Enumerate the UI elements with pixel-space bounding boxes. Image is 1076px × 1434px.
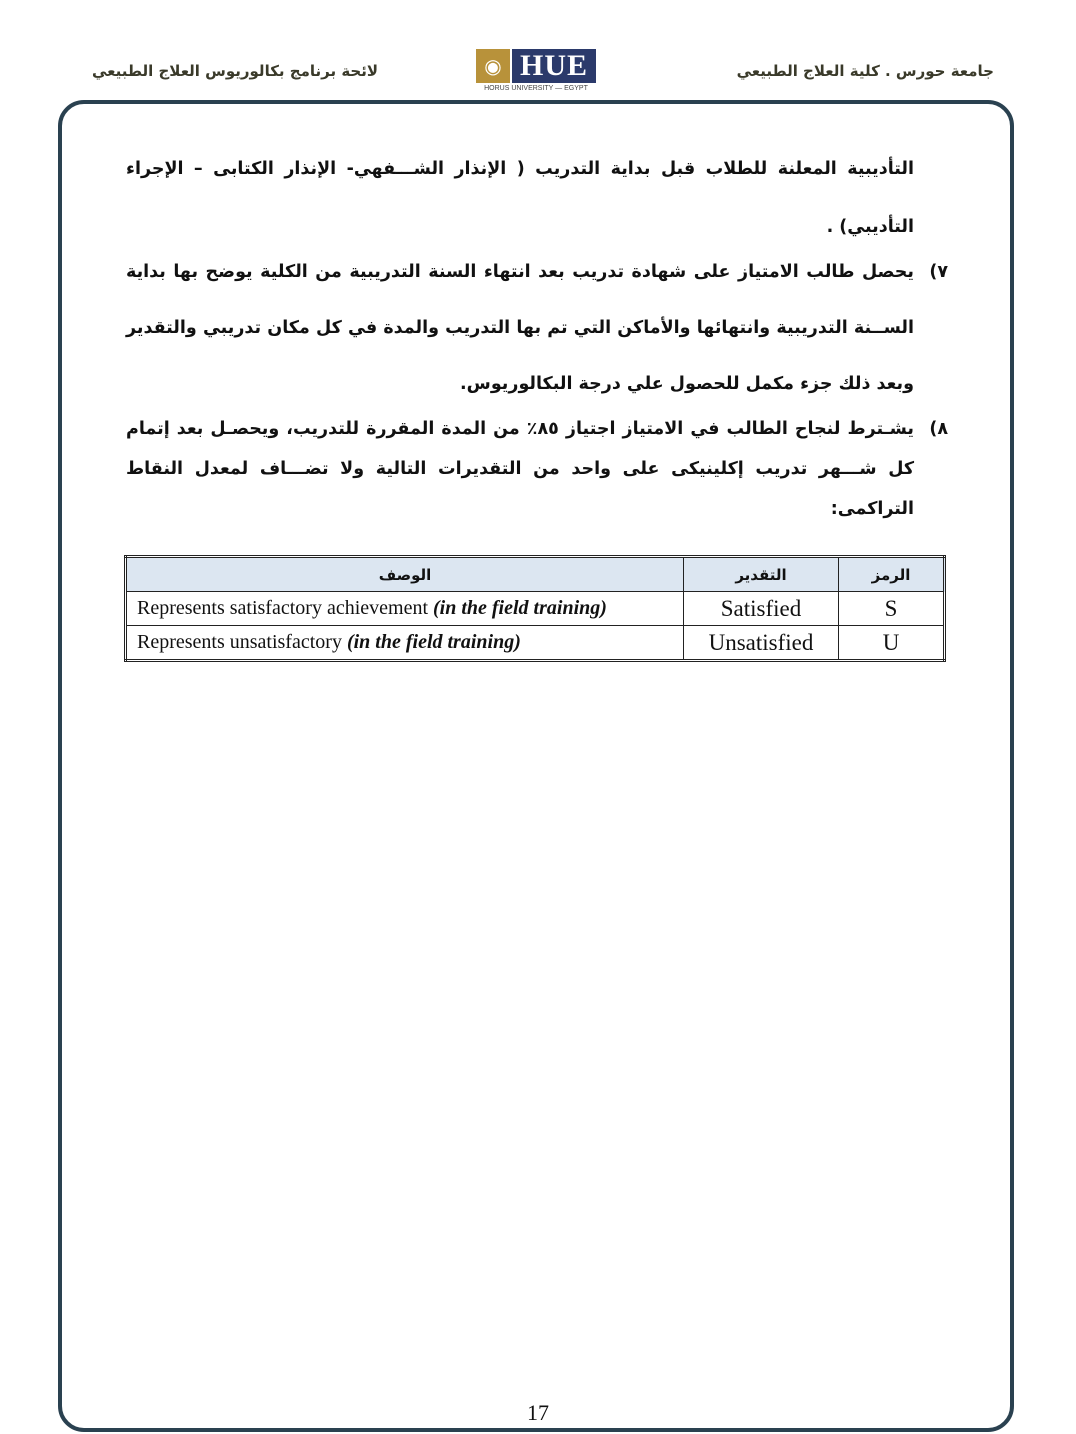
table-row bbox=[126, 592, 945, 626]
logo-text: HUE bbox=[512, 49, 596, 83]
row-symbol: U bbox=[839, 626, 945, 661]
row-symbol: S bbox=[839, 592, 945, 626]
page-number: 17 bbox=[527, 1400, 549, 1425]
table-header-row bbox=[126, 557, 945, 592]
row-grade: Satisfied bbox=[684, 592, 839, 626]
header-description: الوصف bbox=[126, 557, 684, 592]
description-text: Represents satisfactory achievement bbox=[137, 597, 428, 619]
description-text: Represents unsatisfactory bbox=[137, 631, 342, 653]
item-7-number: ٧) bbox=[929, 262, 948, 282]
description-qualifier: (in the field training) bbox=[346, 631, 521, 653]
university-logo bbox=[476, 49, 596, 95]
item-8-number: ٨) bbox=[929, 419, 948, 439]
item-8-paragraph: يشـترط لنجاح الطالب في الامتياز اجتياز ٨٥٪ من المدة المقررة للتدريب، ويحصـل بعد إتمام كل شـــهر تدريب إكلينيكى على واحد من التقديرات التالية ولا تضـــاف لمعدل النقاط التراكمى: bbox=[126, 419, 915, 519]
eye-of-horus-icon: ◉ bbox=[476, 49, 510, 83]
logo-subtext: HORUS UNIVERSITY — EGYPT bbox=[484, 85, 588, 92]
table-row bbox=[126, 626, 945, 661]
row-grade: Unsatisfied bbox=[684, 626, 839, 661]
description-qualifier: (in the field training) bbox=[433, 597, 607, 619]
header-program-title: لائحة برنامج بكالوريوس العلاج الطبيعي bbox=[92, 62, 379, 80]
continuation-paragraph: التأديبية المعلنة للطلاب قبل بداية التدريب ( الإنذار الشـــفهي- الإنذار الكتابى – الإجراء التأديبي) . bbox=[126, 159, 914, 237]
header-grade: التقدير bbox=[684, 557, 839, 592]
header-university-title: جامعة حورس . كلية العلاج الطبيعي bbox=[736, 62, 994, 80]
header-symbol: الرمز bbox=[839, 557, 945, 592]
item-7-paragraph: يحصل طالب الامتياز على شهادة تدريب بعد انتهاء السنة التدريبية من الكلية يوضح بها بداية الســنة التدريبية وانتهائها والأماكن التي تم بها التدريب والمدة في كل مكان تدريبي والتقدير وبعد ذلك جزء مكمل للحصول علي درجة البكالوريوس. bbox=[126, 262, 914, 394]
row-description bbox=[126, 626, 684, 661]
row-description bbox=[126, 592, 684, 626]
grades-table bbox=[124, 555, 946, 662]
